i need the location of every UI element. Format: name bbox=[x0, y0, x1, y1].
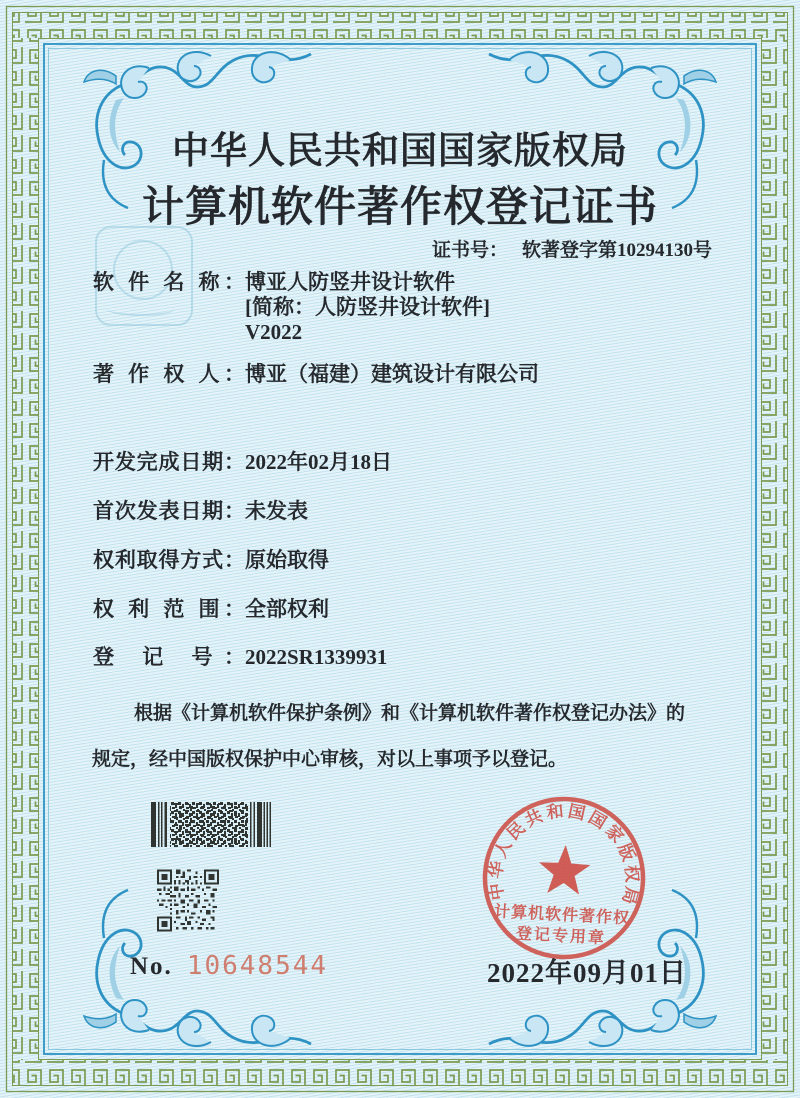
field-label: 软 件 名 称： bbox=[93, 270, 245, 294]
field-dev-complete-date bbox=[93, 450, 722, 475]
official-seal bbox=[478, 792, 650, 964]
field-value: 2022SR1339931 bbox=[245, 645, 388, 669]
field-label: 开发完成日期： bbox=[93, 450, 245, 474]
qr-code-icon bbox=[157, 869, 219, 932]
software-name-line2: [简称：人防竖井设计软件] bbox=[245, 295, 490, 319]
seal-ring-text: 中华人民共和国国家版权局 bbox=[485, 801, 642, 910]
issue-date: 2022年09月01日 bbox=[487, 958, 687, 988]
field-value: 全部权利 bbox=[245, 597, 329, 621]
certificate-number-label: 证书号： bbox=[431, 240, 508, 261]
serial-number-value: 10648544 bbox=[186, 951, 329, 981]
seal-line2: 登记专用章 bbox=[515, 925, 607, 948]
field-software-name bbox=[93, 270, 722, 345]
certificate-title: 计算机软件著作权登记证书 bbox=[141, 185, 658, 231]
field-value bbox=[245, 270, 722, 345]
field-registration-no bbox=[93, 645, 722, 670]
field-right-acquisition bbox=[93, 548, 722, 573]
field-value: 未发表 bbox=[245, 499, 308, 523]
software-name-line3: V2022 bbox=[245, 320, 303, 344]
field-copyright-owner bbox=[93, 362, 722, 387]
seal-line1: 计算机软件著作权 bbox=[493, 903, 631, 928]
greek-key-band-bottom bbox=[12, 1060, 788, 1086]
field-value: 原始取得 bbox=[245, 548, 329, 572]
statement-line1: 根据《计算机软件保护条例》和《计算机软件著作权登记办法》的 bbox=[134, 703, 686, 724]
field-label: 著 作 权 人： bbox=[93, 362, 245, 386]
statement-line2: 规定，经中国版权保护中心审核，对以上事项予以登记。 bbox=[92, 749, 568, 770]
pdf417-barcode-icon bbox=[150, 802, 272, 847]
greek-key-band-top bbox=[12, 12, 788, 38]
field-right-scope bbox=[93, 597, 722, 622]
certificate-number-line bbox=[432, 235, 712, 262]
field-value: 2022年02月18日 bbox=[245, 450, 392, 474]
red-star-icon bbox=[538, 844, 592, 895]
certificate-number-value: 软著登字第10294130号 bbox=[521, 240, 712, 261]
field-first-publish-date bbox=[93, 499, 722, 524]
field-label: 权利取得方式： bbox=[93, 548, 245, 572]
serial-number-label: No. bbox=[130, 953, 173, 980]
serial-number-line bbox=[130, 951, 328, 981]
registration-statement bbox=[92, 701, 714, 772]
field-label: 登 记 号： bbox=[93, 645, 245, 669]
field-value: 博亚（福建）建筑设计有限公司 bbox=[245, 362, 539, 386]
field-label: 权 利 范 围： bbox=[93, 597, 245, 621]
software-name-line1: 博亚人防竖井设计软件 bbox=[245, 270, 455, 294]
issuing-authority: 中华人民共和国国家版权局 bbox=[172, 131, 628, 172]
field-label: 首次发表日期： bbox=[93, 499, 245, 523]
